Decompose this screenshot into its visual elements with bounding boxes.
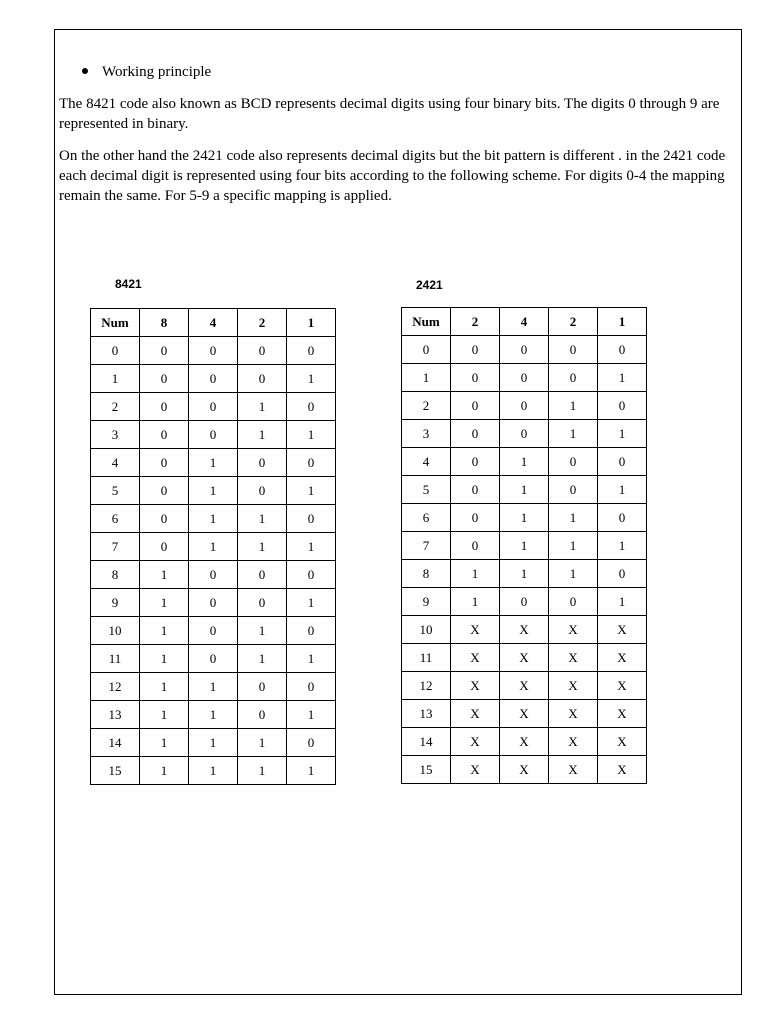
table-header-cell: Num [402,308,451,336]
table-num-cell: 6 [402,504,451,532]
table-bit-cell: 0 [500,420,549,448]
table-bit-cell: X [500,756,549,784]
paragraph-8421: The 8421 code also known as BCD represents decimal digits using four binary bits. The digits 0 through 9 are represented in binary. [59,96,720,132]
table-bit-cell: 1 [140,757,189,785]
table-bit-cell: 0 [598,336,647,364]
table-bit-cell: 0 [549,588,598,616]
paragraph-2421: On the other hand the 2421 code also represents decimal digits but the bit pattern is different . in the 2421 code each decimal digit is represented using four bits according to the following scheme. For digits 0-4 the mapping remain the same. For 5-9 a specific mapping is applied. [59,148,726,204]
table-bit-cell: 0 [287,337,336,365]
table-bit-cell: 1 [140,729,189,757]
table-bit-cell: 0 [189,617,238,645]
table-num-cell: 1 [91,365,140,393]
table-row [402,560,647,588]
table-bit-cell: 0 [189,645,238,673]
table-bit-cell: X [500,644,549,672]
table-caption-2421: 2421 [416,278,443,292]
table-bit-cell: 1 [140,673,189,701]
table-bit-cell: 1 [549,420,598,448]
table-bit-cell: 0 [500,364,549,392]
table-bit-cell: 0 [287,505,336,533]
table-bit-cell: 0 [549,336,598,364]
table-num-cell: 4 [402,448,451,476]
table-header-cell: 1 [598,308,647,336]
table-row [402,476,647,504]
table-bit-cell: 1 [598,476,647,504]
table-bit-cell: 1 [287,365,336,393]
table-bit-cell: 0 [598,448,647,476]
table-num-cell: 9 [91,589,140,617]
table-bit-cell: X [451,700,500,728]
table-row [91,701,336,729]
table-bit-cell: X [598,672,647,700]
table-bit-cell: 0 [238,365,287,393]
table-bit-cell: X [549,756,598,784]
table-bit-cell: X [500,728,549,756]
table-row [402,392,647,420]
table-row [402,644,647,672]
table-bit-cell: 0 [238,561,287,589]
table-caption-8421: 8421 [115,277,142,291]
table-num-cell: 3 [402,420,451,448]
table-bit-cell: X [549,672,598,700]
table-bit-cell: 1 [287,477,336,505]
table-num-cell: 1 [402,364,451,392]
table-bit-cell: 0 [140,337,189,365]
table-bit-cell: 1 [287,589,336,617]
table-header-cell: Num [91,309,140,337]
table-bit-cell: X [598,728,647,756]
table-bit-cell: 0 [287,729,336,757]
table-bit-cell: X [549,728,598,756]
table-row [91,617,336,645]
table-bit-cell: 0 [549,448,598,476]
table-num-cell: 10 [402,616,451,644]
table-row [402,588,647,616]
table-bit-cell: 0 [451,532,500,560]
table-bit-cell: 1 [238,421,287,449]
table-bit-cell: 1 [189,673,238,701]
table-num-cell: 5 [402,476,451,504]
table-bit-cell: 1 [140,701,189,729]
table-header-cell: 4 [189,309,238,337]
table-bit-cell: 0 [287,617,336,645]
table-num-cell: 0 [91,337,140,365]
table-bit-cell: 0 [189,589,238,617]
table-bit-cell: 0 [451,364,500,392]
table-header-cell: 8 [140,309,189,337]
table-bit-cell: 1 [500,504,549,532]
table-bit-cell: 1 [500,532,549,560]
table-bit-cell: 0 [189,561,238,589]
bullet-item [82,62,211,82]
table-bit-cell: X [598,644,647,672]
table-bit-cell: 1 [549,392,598,420]
table-bit-cell: 0 [140,393,189,421]
table-bit-cell: 1 [500,448,549,476]
table-num-cell: 7 [402,532,451,560]
table-header-cell: 2 [549,308,598,336]
table-row [402,532,647,560]
table-bit-cell: 1 [140,589,189,617]
table-bit-cell: 0 [238,673,287,701]
table-num-cell: 12 [402,672,451,700]
table-num-cell: 11 [402,644,451,672]
table-row [402,448,647,476]
table-row [402,336,647,364]
table-row [91,561,336,589]
table-bit-cell: 1 [189,729,238,757]
table-bit-cell: 1 [598,420,647,448]
table-row [402,420,647,448]
table-bit-cell: 0 [500,588,549,616]
table-row [402,616,647,644]
table-row [402,700,647,728]
table-bit-cell: 0 [189,337,238,365]
table-num-cell: 10 [91,617,140,645]
table-row [91,673,336,701]
table-bit-cell: 1 [500,560,549,588]
table-bit-cell: 1 [238,505,287,533]
table-bit-cell: 0 [451,392,500,420]
table-bit-cell: 0 [598,560,647,588]
table-bit-cell: 1 [598,364,647,392]
table-8421 [90,308,336,785]
table-header-cell: 4 [500,308,549,336]
table-bit-cell: 0 [140,365,189,393]
table-bit-cell: 0 [287,673,336,701]
table-bit-cell: X [500,700,549,728]
table-num-cell: 8 [91,561,140,589]
table-row [91,645,336,673]
table-bit-cell: 0 [238,589,287,617]
table-bit-cell: 0 [140,449,189,477]
table-row [402,364,647,392]
table-bit-cell: 1 [189,449,238,477]
table-bit-cell: 0 [500,336,549,364]
table-bit-cell: 1 [287,645,336,673]
table-row [91,589,336,617]
table-bit-cell: 0 [238,337,287,365]
table-num-cell: 13 [91,701,140,729]
table-header-cell: 1 [287,309,336,337]
table-bit-cell: X [500,672,549,700]
table-bit-cell: 1 [189,505,238,533]
table-bit-cell: 1 [238,617,287,645]
table-bit-cell: X [598,756,647,784]
table-bit-cell: 1 [189,477,238,505]
table-bit-cell: 0 [238,449,287,477]
table-bit-cell: X [549,700,598,728]
table-bit-cell: 0 [238,701,287,729]
table-row [91,533,336,561]
table-bit-cell: 1 [451,588,500,616]
table-bit-cell: 1 [140,645,189,673]
table-row [91,421,336,449]
table-bit-cell: 0 [451,476,500,504]
table-num-cell: 13 [402,700,451,728]
table-bit-cell: 1 [238,533,287,561]
table-num-cell: 6 [91,505,140,533]
table-bit-cell: 1 [238,729,287,757]
table-row [91,505,336,533]
table-bit-cell: 1 [238,757,287,785]
table-bit-cell: 0 [549,476,598,504]
table-num-cell: 9 [402,588,451,616]
table-bit-cell: 0 [238,477,287,505]
table-bit-cell: 0 [451,420,500,448]
table-num-cell: 12 [91,673,140,701]
table-row [91,337,336,365]
table-bit-cell: X [598,616,647,644]
table-bit-cell: 1 [598,588,647,616]
table-num-cell: 15 [91,757,140,785]
table-num-cell: 2 [91,393,140,421]
table-num-cell: 4 [91,449,140,477]
table-bit-cell: 1 [140,617,189,645]
table-bit-cell: 1 [287,421,336,449]
table-bit-cell: X [451,616,500,644]
table-row [402,756,647,784]
table-bit-cell: 0 [189,393,238,421]
table-header-cell: 2 [451,308,500,336]
table-row [402,672,647,700]
table-row [91,449,336,477]
table-bit-cell: 1 [549,504,598,532]
table-bit-cell: 0 [500,392,549,420]
table-bit-cell: 1 [238,645,287,673]
table-bit-cell: X [598,700,647,728]
table-bit-cell: 0 [549,364,598,392]
table-row [91,365,336,393]
table-bit-cell: 0 [287,393,336,421]
table-num-cell: 14 [91,729,140,757]
table-bit-cell: 0 [451,336,500,364]
table-bit-cell: 1 [287,701,336,729]
table-num-cell: 5 [91,477,140,505]
table-num-cell: 15 [402,756,451,784]
table-bit-cell: 1 [238,393,287,421]
table-bit-cell: X [451,756,500,784]
table-header-row [402,308,647,336]
table-row [91,477,336,505]
table-num-cell: 11 [91,645,140,673]
table-row [91,757,336,785]
table-bit-cell: 1 [287,757,336,785]
table-bit-cell: 0 [451,504,500,532]
table-bit-cell: 0 [287,449,336,477]
table-bit-cell: 1 [189,757,238,785]
table-bit-cell: 1 [189,533,238,561]
table-bit-cell: 0 [189,421,238,449]
table-bit-cell: 0 [451,448,500,476]
table-bit-cell: X [451,728,500,756]
table-2421 [401,307,647,784]
table-header-cell: 2 [238,309,287,337]
table-bit-cell: 0 [287,561,336,589]
table-num-cell: 3 [91,421,140,449]
table-row [402,504,647,532]
table-bit-cell: 1 [189,701,238,729]
table-bit-cell: X [549,616,598,644]
table-bit-cell: 1 [549,560,598,588]
table-bit-cell: X [451,644,500,672]
table-bit-cell: 1 [451,560,500,588]
table-bit-cell: 1 [500,476,549,504]
table-num-cell: 7 [91,533,140,561]
table-bit-cell: 0 [140,505,189,533]
table-bit-cell: 1 [287,533,336,561]
table-row [91,729,336,757]
table-bit-cell: 1 [549,532,598,560]
table-bit-cell: 0 [140,533,189,561]
bullet-dot-icon [82,68,88,74]
table-bit-cell: 0 [598,392,647,420]
table-bit-cell: 0 [598,504,647,532]
table-num-cell: 8 [402,560,451,588]
table-bit-cell: X [549,644,598,672]
table-bit-cell: 0 [140,421,189,449]
table-bit-cell: 0 [140,477,189,505]
table-row [91,393,336,421]
table-bit-cell: X [500,616,549,644]
table-bit-cell: 0 [189,365,238,393]
table-row [402,728,647,756]
table-num-cell: 0 [402,336,451,364]
table-bit-cell: 1 [598,532,647,560]
bullet-text: Working principle [102,64,212,80]
table-num-cell: 2 [402,392,451,420]
table-header-row [91,309,336,337]
table-bit-cell: 1 [140,561,189,589]
table-num-cell: 14 [402,728,451,756]
table-bit-cell: X [451,672,500,700]
